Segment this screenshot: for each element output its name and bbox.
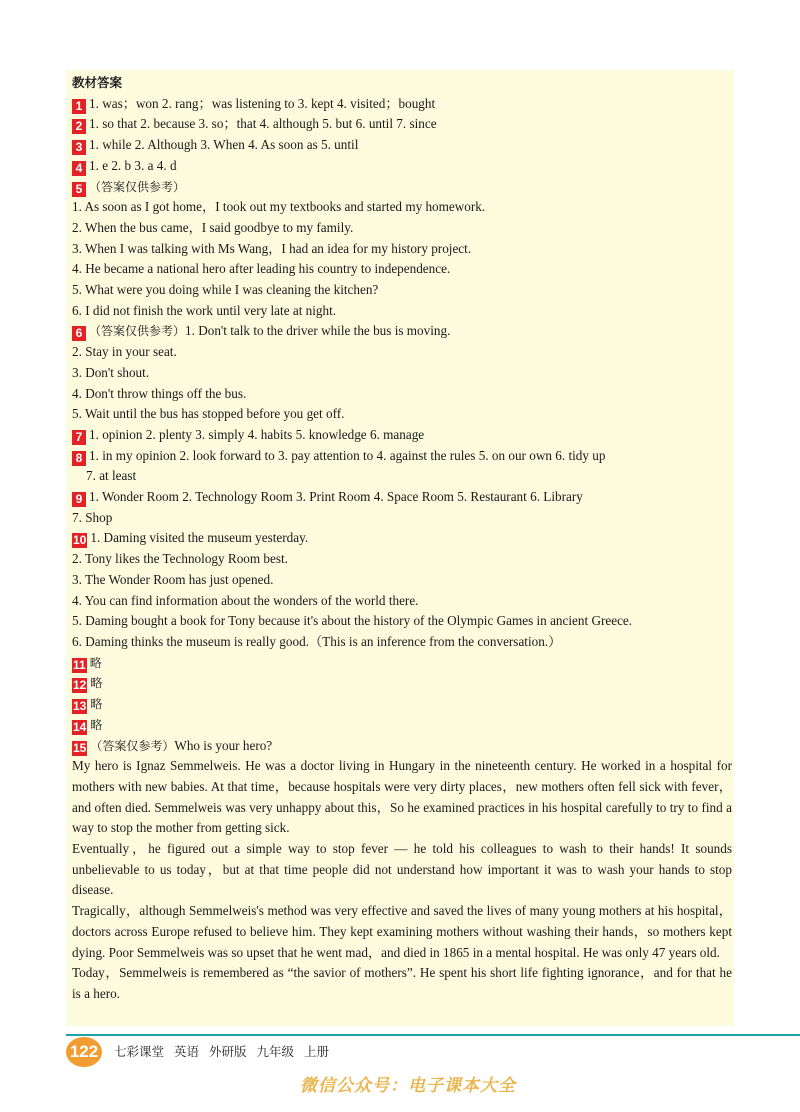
- footer-divider: [66, 1034, 800, 1036]
- answer-line: 6. Daming thinks the museum is really good.（This is an inference from the conversation.）: [72, 633, 562, 649]
- answer-2: 2 1. so that 2. because 3. so；that 4. although 5. but 6. until 7. since: [72, 114, 732, 135]
- reference-note: （答案仅供参考）: [89, 179, 186, 194]
- answer-line: 3. When I was talking with Ms Wang，I had an idea for my history project.: [72, 240, 472, 256]
- essay-heading: Who is your hero?: [174, 737, 273, 753]
- answer-4: 4 1. e 2. b 3. a 4. d: [72, 156, 732, 177]
- question-number-badge: 12: [73, 678, 87, 693]
- question-number-badge: 8: [72, 451, 86, 466]
- book-volume: 上册: [304, 1044, 330, 1059]
- question-number-badge: 3: [72, 140, 86, 155]
- answer-line: 2. Stay in your seat.: [72, 344, 177, 360]
- question-number-badge: 10: [73, 533, 87, 548]
- answer-8: 8 1. in my opinion 2. look forward to 3. pay attention to 4. against the rules 5. on our own 6. tidy up: [72, 446, 732, 467]
- essay-paragraph: Eventually，he figured out a simple way to stop fever — he told his colleagues to wash to their hands! It sounds unbelievable to us today，but at that time people did not understand how important it was to wash your hands to stop disease.: [72, 841, 732, 898]
- answer-6-header: 6 （答案仅供参考）1. Don't talk to the driver while the bus is moving.: [72, 321, 732, 342]
- answer-line: 7. at least: [86, 468, 137, 484]
- answer-line: 3. Don't shout.: [72, 364, 150, 380]
- question-number-badge: 4: [72, 161, 86, 176]
- answer-line: 5. What were you doing while I was cleaning the kitchen?: [72, 282, 379, 298]
- book-edition: 外研版: [209, 1044, 247, 1059]
- page-number: 122: [66, 1037, 102, 1067]
- question-number-badge: 6: [72, 326, 86, 341]
- answer-7: 7 1. opinion 2. plenty 3. simply 4. habits 5. knowledge 6. manage: [72, 425, 732, 446]
- answer-line: 2. Tony likes the Technology Room best.: [72, 551, 288, 567]
- question-number-badge: 7: [72, 430, 86, 445]
- footer-book-info: [114, 1042, 335, 1060]
- question-number-badge: 14: [73, 719, 87, 734]
- answer-line: 4. He became a national hero after leading his country to independence.: [72, 261, 451, 277]
- book-subject: 英语: [174, 1044, 200, 1059]
- answer-10: 10 1. Daming visited the museum yesterday.: [73, 530, 309, 548]
- answer-line: 5. Daming bought a book for Tony because it's about the history of the Olympic Games in ancient Greece.: [72, 613, 633, 629]
- watermark: 微信公众号：电子课本大全: [300, 1076, 516, 1096]
- answer-9: 9 1. Wonder Room 2. Technology Room 3. Print Room 4. Space Room 5. Restaurant 6. Library: [72, 487, 732, 508]
- answer-14: 14 略: [73, 717, 103, 734]
- question-number-badge: 2: [72, 119, 86, 134]
- answer-line: 3. The Wonder Room has just opened.: [72, 571, 274, 587]
- section-title: 教材答案: [72, 75, 123, 90]
- answer-line: 1. As soon as I got home，I took out my textbooks and started my homework.: [72, 199, 486, 215]
- answer-line: 5. Wait until the bus has stopped before you get off.: [72, 406, 345, 422]
- question-number-badge: 13: [73, 699, 87, 714]
- book-grade: 九年级: [256, 1044, 295, 1059]
- answer-line: 2. When the bus came，I said goodbye to my family.: [72, 219, 354, 235]
- question-number-badge: 11: [73, 657, 86, 672]
- question-number-badge: 5: [72, 182, 86, 197]
- answer-1: 1 1. was；won 2. rang；was listening to 3. kept 4. visited；bought: [72, 94, 732, 115]
- question-number-badge: 15: [73, 740, 87, 755]
- answer-line: 4. You can find information about the wonders of the world there.: [72, 592, 419, 608]
- answer-13: 13 略: [73, 697, 103, 714]
- essay-paragraph: Tragically，although Semmelweis's method was very effective and saved the lives of many young mothers at his hospital，doctors across Europe refused to believe him. They kept examining mothers without washing their hands，so mothers kept dying. Poor Semmelweis was so upset that he went mad，and died in 1865 in a mental hospital. He was only 47 years old.: [72, 903, 732, 960]
- reference-note: （答案仅供参考）: [89, 324, 186, 339]
- answer-5-header: [72, 177, 732, 198]
- answer-content: [72, 73, 732, 1005]
- answer-11: 11 略: [73, 655, 102, 672]
- book-series: 七彩课堂: [114, 1044, 165, 1059]
- essay-paragraph: Today，Semmelweis is remembered as “the savior of mothers”. He spent his short life fighting ignorance，and for that he is a hero.: [72, 965, 732, 1001]
- answer-line: 7. Shop: [72, 509, 113, 525]
- essay-paragraph: My hero is Ignaz Semmelweis. He was a doctor living in Hungary in the nineteenth century. He worked in a hospital for mothers with new babies. At that time，because hospitals were very dirty places，new mothers often fell sick with fever，and often died. Semmelweis was very unhappy about this，So he examined practices in his hospital carefully to try to find a way to stop the mother from getting sick.: [72, 758, 732, 836]
- reference-note: （答案仅参考）: [90, 738, 175, 753]
- answer-line: 6. I did not finish the work until very late at night.: [72, 302, 337, 318]
- answer-3: 3 1. while 2. Although 3. When 4. As soon as 5. until: [72, 135, 732, 156]
- answer-12: 12 略: [73, 676, 103, 693]
- answer-line: 4. Don't throw things off the bus.: [72, 385, 247, 401]
- question-number-badge: 9: [72, 492, 86, 507]
- answer-15-header: [72, 736, 732, 757]
- question-number-badge: 1: [72, 99, 86, 114]
